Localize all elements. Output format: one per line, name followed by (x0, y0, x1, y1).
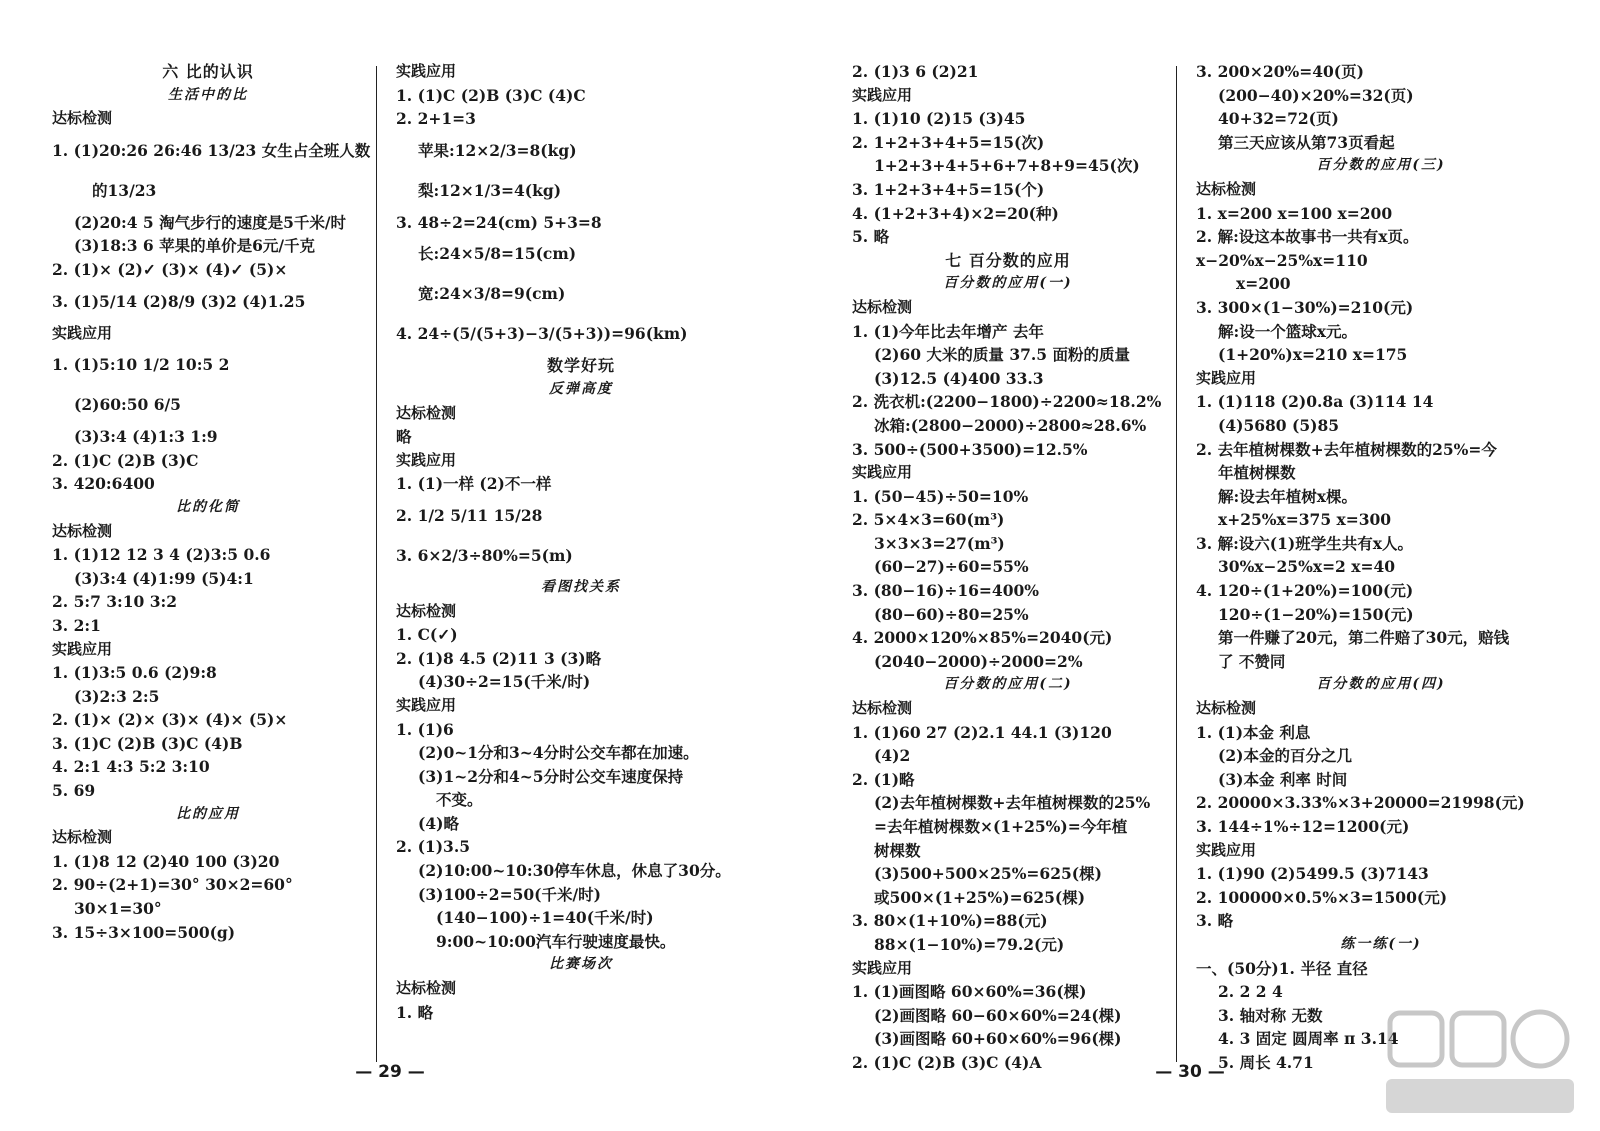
answer-line: 3. 15÷3×100=500(g) (52, 922, 236, 942)
answer-line: 长:24×5/8=15(cm) (418, 244, 577, 264)
answer-line: 2. 解:设这本故事书一共有x页。 (1196, 227, 1419, 247)
answer-line: 1+2+3+4+5+6+7+8+9=45(次) (874, 156, 1140, 176)
answer-line: 1. (1)今年比去年增产 去年 (852, 321, 1044, 341)
answer-line: 1. (1)3:5 0.6 (2)9:8 (52, 663, 217, 683)
answer-line: 1. (1)12 12 3 4 (2)3:5 0.6 (52, 545, 271, 565)
answer-line: (4)5680 (5)85 (1218, 415, 1340, 435)
answer-line: 2. 5×4×3=60(m³) (852, 510, 1005, 530)
section-heading: 实践应用 (396, 62, 457, 80)
answer-line: 3×3×3=27(m³) (874, 533, 1005, 553)
answer-line: 3. 300×(1−30%)=210(元) (1196, 297, 1414, 317)
answer-line: (4)30÷2=15(千米/时) (418, 672, 591, 692)
answer-line: 2. 20000×3.33%×3+20000=21998(元) (1196, 793, 1525, 813)
section-heading: 实践应用 (852, 463, 913, 482)
answer-line: (2)20:4 5 淘气步行的速度是5千米/时 (74, 212, 347, 232)
answer-line: 5. 周长 4.71 (1218, 1052, 1314, 1072)
answer-line: (140−100)÷1=40(千米/时) (436, 908, 654, 928)
left-column-2 (396, 60, 766, 1024)
section-title: 百分数的应用(一) (943, 275, 1073, 292)
answer-line: x+25%x=375 x=300 (1218, 510, 1392, 530)
answer-line: (3)3:4 (4)1:3 1:9 (74, 427, 218, 447)
section-title: 数学好玩 (546, 356, 615, 376)
section-heading: 达标检测 (852, 699, 913, 718)
answer-line: 略 (396, 427, 412, 447)
answer-line: 4. (1+2+3+4)×2=20(种) (852, 203, 1059, 223)
section-heading: 实践应用 (52, 323, 113, 342)
page-number-29: — 29 — (355, 1062, 425, 1082)
answer-line: 3. 解:设六(1)班学生共有x人。 (1196, 533, 1413, 553)
right-column-1 (852, 60, 1164, 1075)
answer-line: 解:设去年植树x棵。 (1218, 486, 1357, 506)
answer-line: (3)本金 利率 时间 (1218, 769, 1348, 789)
answer-line: 9:00~10:00汽车行驶速度最快。 (436, 931, 676, 951)
answer-line: (2)画图略 60−60×60%=24(棵) (874, 1005, 1122, 1025)
answer-line: 3. 略 (1196, 911, 1234, 931)
answer-line: (4)2 (874, 746, 911, 766)
right-column-2 (1196, 60, 1566, 1075)
answer-line: 3. 500÷(500+3500)=12.5% (852, 439, 1088, 459)
section-title: 比赛场次 (549, 956, 613, 973)
section-heading: 达标检测 (852, 297, 913, 316)
answer-line: 4. 3 固定 圆周率 π 3.14 (1218, 1029, 1399, 1049)
answer-line: 冰箱:(2800−2000)÷2800≈28.6% (874, 415, 1147, 435)
answer-line: (3)500+500×25%=625(棵) (874, 864, 1102, 884)
answer-line: (2040−2000)÷2000=2% (874, 651, 1083, 671)
section-title: 练一练(一) (1340, 935, 1422, 952)
section-title: 生活中的比 (168, 86, 248, 103)
section-heading: 达标检测 (52, 109, 113, 128)
answer-line: 3. 1+2+3+4+5=15(个) (852, 179, 1045, 199)
section-title: 比的应用 (176, 805, 240, 822)
answer-line: 宽:24×3/8=9(cm) (418, 284, 566, 304)
answer-line: 1. x=200 x=100 x=200 (1196, 203, 1393, 223)
section-title: 百分数的应用(四) (1316, 676, 1446, 693)
answer-line: (3)画图略 60+60×60%=96(棵) (874, 1029, 1122, 1049)
answer-line: x=200 (1236, 274, 1291, 294)
section-heading: 实践应用 (396, 695, 457, 714)
answer-line: 3. 144÷1%÷12=1200(元) (1196, 817, 1410, 836)
answer-line: (80−60)÷80=25% (874, 604, 1029, 624)
answer-line: 4. 24÷(5/(5+3)−3/(5+3))=96(km) (396, 324, 688, 344)
answer-line: 3. 2:1 (52, 615, 101, 635)
answer-line: 4. 2000×120%×85%=2040(元) (852, 628, 1113, 648)
answer-line: 1. (1)90 (2)5499.5 (3)7143 (1196, 864, 1429, 884)
section-heading: 实践应用 (852, 958, 913, 977)
answer-line: 5. 69 (52, 781, 96, 801)
answer-line: 3. 6×2/3÷80%=5(m) (396, 545, 573, 565)
answer-line: =去年植树棵数×(1+25%)=今年植 (874, 817, 1128, 836)
answer-line: 4. 120÷(1+20%)=100(元) (1196, 581, 1414, 601)
answer-line: 3. 200×20%=40(页) (1196, 62, 1364, 81)
answer-line: (60−27)÷60=55% (874, 557, 1029, 577)
answer-line: 第一件赚了20元，第二件赔了30元，赔钱 (1218, 628, 1510, 648)
section-title: 六 比的认识 (162, 62, 254, 81)
answer-line: 2. (1)C (2)B (3)C (4)A (852, 1052, 1042, 1072)
answer-line: 的13/23 (92, 180, 157, 200)
answer-line: 5. 略 (852, 227, 890, 247)
answer-line: (2)去年植树棵数+去年植树棵数的25% (874, 793, 1151, 813)
answer-line: 1. (1)C (2)B (3)C (4)C (396, 85, 586, 105)
section-heading: 实践应用 (52, 639, 113, 658)
column-divider (1176, 66, 1177, 1062)
section-heading: 实践应用 (396, 450, 457, 469)
answer-line: 第三天应该从第73页看起 (1218, 132, 1395, 152)
answer-line: 2. (1)C (2)B (3)C (52, 450, 199, 470)
answer-line: 了 不赞同 (1218, 651, 1286, 671)
answer-line: 30%x−25%x=2 x=40 (1218, 557, 1396, 577)
section-title: 百分数的应用(三) (1316, 157, 1446, 174)
section-heading: 达标检测 (52, 521, 113, 540)
answer-line: (4)略 (418, 813, 459, 833)
answer-line: 1. (1)10 (2)15 (3)45 (852, 109, 1026, 129)
section-heading: 达标检测 (1196, 699, 1257, 718)
section-heading: 达标检测 (396, 979, 457, 998)
answer-line: (3)18:3 6 苹果的单价是6元/千克 (74, 236, 316, 256)
answer-line: (200−40)×20%=32(页) (1218, 85, 1414, 105)
answer-line: (3)3:4 (4)1:99 (5)4:1 (74, 568, 254, 588)
answer-line: 2. 洗衣机:(2200−1800)÷2200≈18.2% (852, 392, 1162, 412)
page-number-30: — 30 — (1155, 1062, 1225, 1082)
answer-line: 88×(1−10%)=79.2(元) (874, 934, 1065, 954)
answer-line: 4. 2:1 4:3 5:2 3:10 (52, 757, 210, 777)
answer-line: 40+32=72(页) (1218, 109, 1339, 129)
answer-line: 年植树棵数 (1218, 463, 1296, 483)
answer-line: 梨:12×1/3=4(kg) (418, 180, 562, 200)
answer-line: 1. (1)20:26 26:46 13/23 女生占全班人数 (52, 140, 371, 160)
answer-line: (2)60 大米的质量 37.5 面粉的质量 (874, 345, 1130, 365)
answer-line: 2. 2 2 4 (1218, 982, 1283, 1002)
answer-line: (3)12.5 (4)400 33.3 (874, 368, 1044, 388)
answer-line: 1. (1)5:10 1/2 10:5 2 (52, 355, 230, 375)
answer-line: 3. 420:6400 (52, 474, 155, 494)
answer-line: 一、(50分)1. 半径 直径 (1196, 958, 1368, 978)
answer-line: 3. (80−16)÷16=400% (852, 581, 1039, 601)
section-heading: 达标检测 (52, 828, 113, 847)
answer-line: 1. (1)本金 利息 (1196, 722, 1311, 742)
answer-line: x−20%x−25%x=110 (1196, 250, 1368, 270)
page-30 (800, 0, 1600, 1131)
answer-line: 2. 5:7 3:10 3:2 (52, 592, 178, 612)
section-heading: 达标检测 (1196, 179, 1257, 198)
answer-line: (2)本金的百分之几 (1218, 746, 1352, 766)
answer-line: 1. 略 (396, 1002, 434, 1022)
answer-line: (2)60:50 6/5 (74, 395, 181, 415)
answer-line: 或500×(1+25%)=625(棵) (874, 887, 1086, 907)
section-heading: 实践应用 (852, 85, 913, 104)
answer-line: 30×1=30° (74, 899, 162, 919)
answer-line: 树棵数 (874, 840, 921, 860)
section-title: 比的化简 (176, 498, 240, 515)
answer-line: 2. 1+2+3+4+5=15(次) (852, 132, 1045, 152)
answer-line: 2. 去年植树棵数+去年植树棵数的25%=今 (1196, 439, 1497, 459)
answer-line: 1. C(✓) (396, 625, 458, 645)
answer-line: 1. (1)6 (396, 719, 454, 739)
answer-line: 1. (1)60 27 (2)2.1 44.1 (3)120 (852, 722, 1112, 742)
answer-line: 2. (1)× (2)✓ (3)× (4)✓ (5)× (52, 259, 288, 279)
answer-line: 2. (1)3 6 (2)21 (852, 62, 979, 81)
answer-line: 3. (1)5/14 (2)8/9 (3)2 (4)1.25 (52, 291, 306, 311)
section-title: 看图找关系 (541, 578, 621, 595)
answer-line: 不变。 (436, 790, 483, 810)
answer-line: (1+20%)x=210 x=175 (1218, 345, 1408, 365)
section-heading: 达标检测 (396, 403, 457, 422)
answer-line: 2. 2+1=3 (396, 109, 476, 129)
answer-line: 3. 轴对称 无数 (1218, 1005, 1323, 1025)
answer-line: 解:设一个篮球x元。 (1218, 321, 1357, 341)
answer-line: (2)0~1分和3~4分时公交车都在加速。 (418, 743, 699, 763)
answer-line: (3)2:3 2:5 (74, 686, 160, 706)
left-column-1 (52, 60, 371, 944)
section-title: 百分数的应用(二) (943, 676, 1073, 693)
answer-line: 3. 48÷2=24(cm) 5+3=8 (396, 212, 602, 232)
section-heading: 实践应用 (1196, 840, 1257, 859)
answer-line: 3. (1)C (2)B (3)C (4)B (52, 733, 243, 753)
answer-line: 1. (1)8 12 (2)40 100 (3)20 (52, 851, 280, 871)
answer-line: (2)10:00~10:30停车休息，休息了30分。 (418, 861, 731, 881)
answer-line: (3)100÷2=50(千米/时) (418, 884, 601, 904)
answer-line: 2. 1/2 5/11 15/28 (396, 505, 543, 525)
answer-line: 2. (1)× (2)× (3)× (4)× (5)× (52, 710, 288, 730)
answer-line: 2. 90÷(2+1)=30° 30×2=60° (52, 875, 293, 895)
answer-line: 1. (50−45)÷50=10% (852, 486, 1029, 506)
answer-line: 1. (1)画图略 60×60%=36(棵) (852, 982, 1087, 1002)
section-heading: 达标检测 (396, 601, 457, 620)
answer-line: 1. (1)一样 (2)不一样 (396, 474, 552, 494)
answer-line: 120÷(1−20%)=150(元) (1218, 604, 1414, 624)
answer-line: 3. 80×(1+10%)=88(元) (852, 911, 1048, 931)
column-divider (376, 66, 377, 1062)
answer-line: (3)1~2分和4~5分时公交车速度保持 (418, 766, 684, 786)
answer-line: 2. 100000×0.5%×3=1500(元) (1196, 887, 1448, 907)
answer-line: 苹果:12×2/3=8(kg) (418, 140, 577, 160)
answer-line: 2. (1)8 4.5 (2)11 3 (3)略 (396, 648, 602, 668)
watermark-logo (1380, 1005, 1580, 1125)
section-title: 反弹高度 (549, 380, 613, 397)
section-heading: 实践应用 (1196, 368, 1257, 387)
section-title: 七 百分数的应用 (945, 250, 1071, 270)
answer-line: 2. (1)略 (852, 769, 915, 789)
answer-line: 2. (1)3.5 (396, 837, 470, 857)
answer-line: 1. (1)118 (2)0.8a (3)114 14 (1196, 392, 1434, 412)
